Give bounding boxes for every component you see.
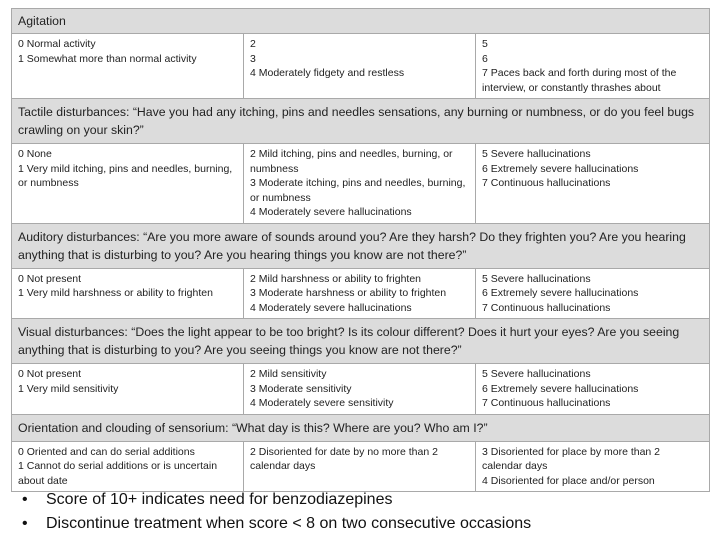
option-text: 6 Extremely severe hallucinations [482,287,639,299]
bullet-icon: • [22,491,28,508]
section-header-row [12,319,710,364]
option-text: 5 [482,38,488,50]
option-text: 6 [482,52,488,65]
option-text: 2 Mild itching, pins and needles, burning, or numbness [250,148,453,175]
ciwa-score-table [11,8,710,492]
section-header-orientation: Orientation and clouding of sensorium: “What day is this? Where are you? Who am I?” [12,414,710,441]
section-header-auditory: Auditory disturbances: “Are you more aware of sounds around you? Are they harsh? Do they frighten you? Are you hearing anything that is disturbing to you? Are you hearing things you know are not there?” [12,223,710,268]
option-text: 5 Severe hallucinations [482,148,591,160]
option-text: 1 Somewhat more than normal activity [18,52,197,65]
option-text: 0 Oriented and can do serial additions [18,445,195,458]
options-col-3 [476,34,710,99]
section-header-row [12,223,710,268]
section-options-row [12,364,710,415]
option-text: 5 Severe hallucinations [482,272,591,285]
option-text: 7 Continuous hallucinations [482,177,611,189]
note-text: Score of 10+ indicates need for benzodiazepines [46,491,393,508]
option-text: 7 Paces back and forth during most of the interview, or constantly thrashes about [482,67,677,94]
option-text: 2 [250,38,256,50]
option-text: 1 Very mild itching, pins and needles, burning, or numbness [18,162,233,189]
options-col-1 [12,144,244,224]
options-col-2 [244,268,476,319]
option-text: 1 Cannot do serial additions or is uncertain about date [18,460,218,487]
option-text: 3 Moderate harshness or ability to frighten [250,287,447,299]
options-col-1 [12,268,244,319]
options-col-2 [244,364,476,415]
options-col-3 [476,268,710,319]
option-text: 6 Extremely severe hallucinations [482,162,639,175]
section-header-row [12,414,710,441]
option-text: 0 Normal activity [18,38,96,50]
option-text: 2 Mild sensitivity [250,368,327,380]
note-text: Discontinue treatment when score < 8 on two consecutive occasions [46,515,532,532]
options-col-3 [476,364,710,415]
option-text: 3 Moderate itching, pins and needles, burning, or numbness [250,177,466,204]
section-header-agitation: Agitation [12,9,710,34]
options-col-1 [12,34,244,99]
note-item [22,488,531,512]
option-text: 4 Moderately severe sensitivity [250,397,394,409]
option-text: 4 Moderately fidgety and restless [250,67,405,79]
notes-list [22,488,531,536]
option-text: 3 [250,52,256,65]
section-header-row [12,9,710,34]
option-text: 0 Not present [18,272,82,285]
section-header-tactile: Tactile disturbances: “Have you had any itching, pins and needles sensations, any burning or numbness, or do you feel bugs crawling on your skin?” [12,99,710,144]
option-text: 5 Severe hallucinations [482,368,591,380]
section-options-row [12,268,710,319]
section-header-visual: Visual disturbances: “Does the light appear to be too bright? Is its colour different? Does it hurt your eyes? Are you seeing anything that is disturbing to you? Are you seeing things you know are not there?” [12,319,710,364]
note-item [22,512,531,536]
option-text: 7 Continuous hallucinations [482,397,611,409]
bullet-icon: • [22,515,28,532]
section-options-row [12,441,710,492]
options-col-2 [244,441,476,492]
option-text: 3 Disoriented for place by more than 2 calendar days [482,445,661,472]
option-text: 0 Not present [18,368,82,380]
section-header-row [12,99,710,144]
option-text: 1 Very mild harshness or ability to frighten [18,287,213,299]
section-options-row [12,34,710,99]
section-options-row [12,144,710,224]
options-col-1 [12,441,244,492]
option-text: 2 Disoriented for date by no more than 2 calendar days [250,445,438,472]
options-col-3 [476,144,710,224]
option-text: 6 Extremely severe hallucinations [482,382,639,395]
option-text: 4 Moderately severe hallucinations [250,301,412,314]
option-text: 7 Continuous hallucinations [482,301,611,314]
options-col-2 [244,144,476,224]
option-text: 1 Very mild sensitivity [18,382,119,395]
options-col-3 [476,441,710,492]
option-text: 0 None [18,148,52,160]
option-text: 2 Mild harshness or ability to frighten [250,272,421,285]
option-text: 4 Moderately severe hallucinations [250,206,412,218]
option-text: 4 Disoriented for place and/or person [482,474,655,487]
options-col-1 [12,364,244,415]
option-text: 3 Moderate sensitivity [250,382,352,395]
options-col-2 [244,34,476,99]
